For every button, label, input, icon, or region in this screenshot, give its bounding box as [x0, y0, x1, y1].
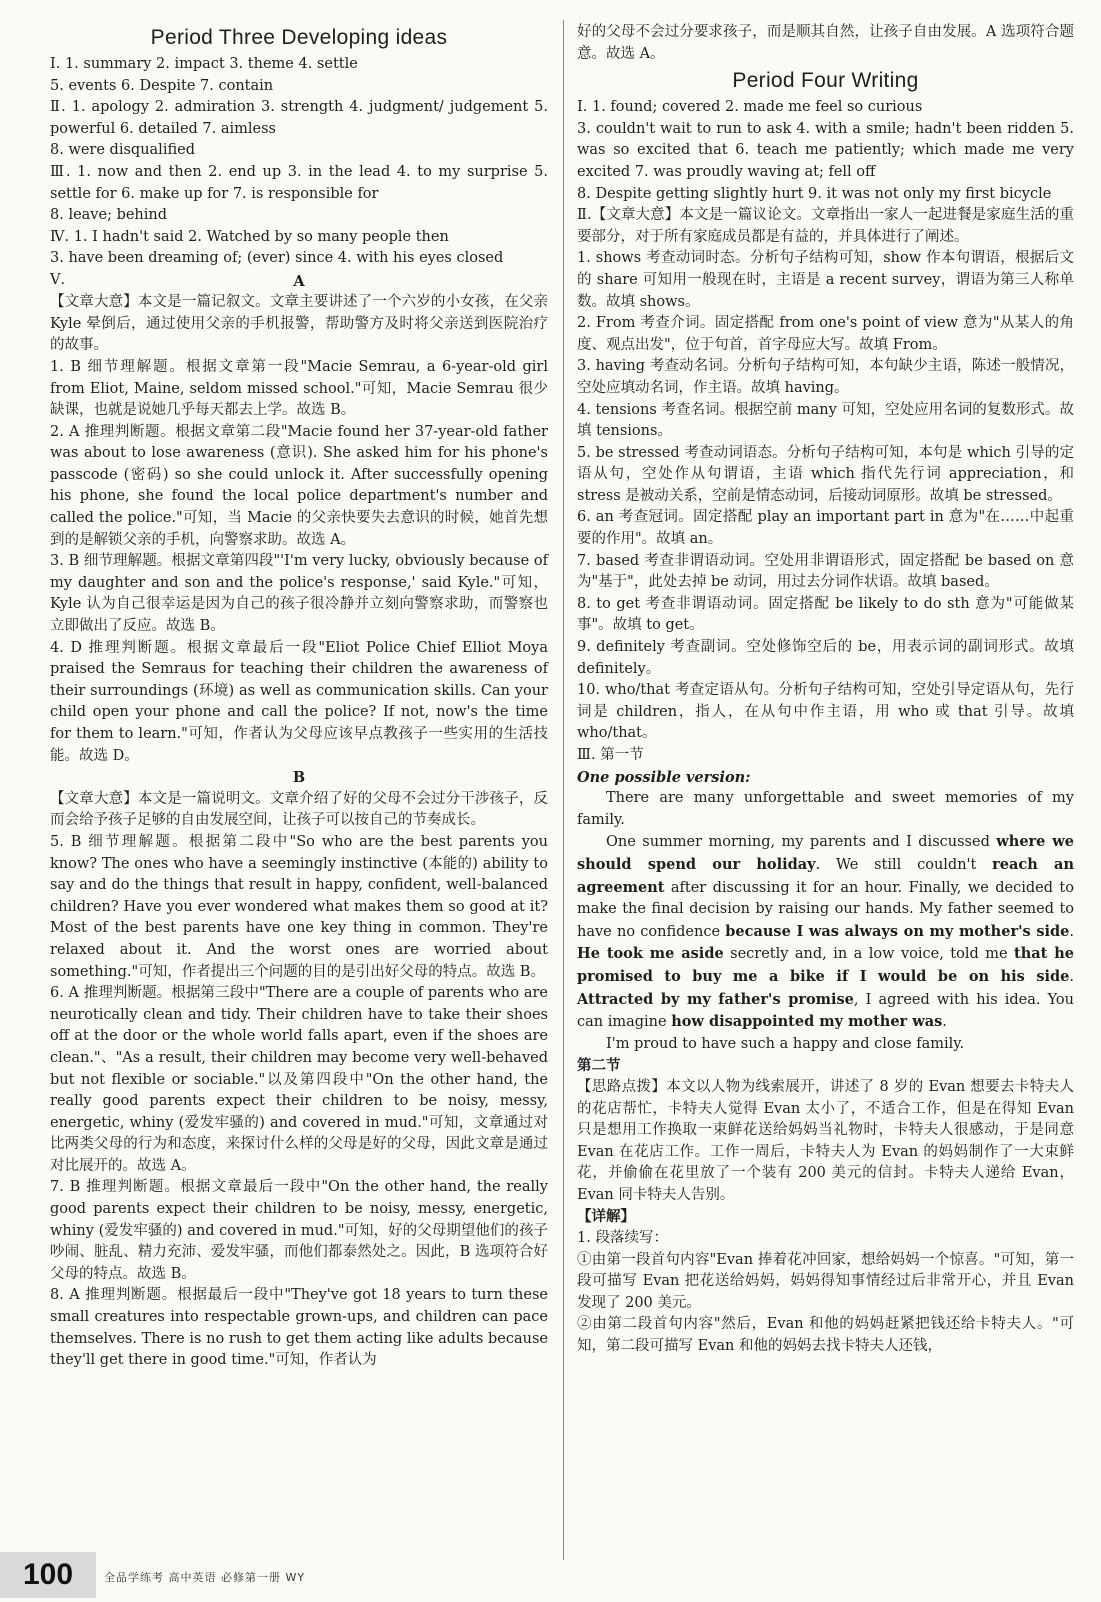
- sample-essay: [577, 788, 1074, 1055]
- page-number: 100: [0, 1552, 96, 1598]
- page-footer: [0, 1538, 1101, 1602]
- answer-line: Ⅱ. 1. apology 2. admiration 3. strength 4. judgment/ judgement 5. powerful 6. detailed 7. aimless: [50, 99, 548, 137]
- explanation-item: 2. A 推理判断题。根据文章第二段"Macie found her 37-year-old father was about to lose awareness (意识). She asked him for his phone's passcode (密码) so she could unlock it. After successfully opening his phone, she found the local police department's number and called the police."可知，当 Macie 的父亲快要失去意识的时候，她首先想到的是解锁父亲的手机，向警察求助。故选 A。: [50, 423, 548, 548]
- explanation-item: 9. definitely 考查副词。空处修饰空后的 be，用表示词的副词形式。故填 definitely。: [577, 639, 1074, 677]
- answer-line: Ⅲ. 1. now and then 2. end up 3. in the lead 4. to my surprise 5. settle for 6. make up for 7. is responsible for: [50, 163, 548, 202]
- section-b-label: B: [292, 769, 306, 787]
- detail-item: 1. 段落续写：: [577, 1230, 668, 1247]
- second-section-label: 第二节: [577, 1057, 621, 1075]
- detail-label: 【详解】: [577, 1208, 635, 1226]
- answer-line: 3. have been dreaming of; (ever) since 4. with his eyes closed: [50, 250, 504, 267]
- explanation-item: 1. B 细节理解题。根据文章第一段"Macie Semrau, a 6-year-old girl from Eliot, Maine, seldom missed school."可知，Macie Semrau 很少缺课，也就是说她几乎每天都去上学。故选 B。: [50, 358, 548, 419]
- explanation-item: 4. D 推理判断题。根据文章最后一段"Eliot Police Chief Elliot Moya praised the Semraus for teaching their children the awareness of their surroundings (环境) as well as communication skills. Can your child open your phone and call the police? If not, now's the time for them to learn."可知，作者认为父母应该早点教孩子一些实用的生活技能。故选 D。: [50, 639, 548, 764]
- passage-ii-summary: Ⅱ.【文章大意】本文是一篇议论文。文章指出一家人一起进餐是家庭生活的重要部分，对于所有家庭成员都是有益的，并具体进行了阐述。: [577, 207, 1074, 245]
- explanation-item: 5. B 细节理解题。根据第二段中"So who are the best parents you know? The ones who have a seemingly instinctive (本能的) ability to say and do the things that result in happy, confident, well-balanced children? Have you ever wondered what makes them so good at it? Most of the best parents have one key thing in common. They're relaxed about it. And the worst ones are worried about something."可知，作者提出三个问题的目的是引出好父母的特点。故选 B。: [50, 833, 548, 980]
- answer-line: Ⅴ.: [50, 271, 66, 288]
- detail-item: ①由第一段首句内容"Evan 捧着花冲回家，想给妈妈一个惊喜。"可知，第一段可描写 Evan 把花送给妈妈，妈妈得知事情经过后非常开心，并且 Evan 发现了 200 美元。: [577, 1251, 1074, 1311]
- essay-paragraph: I'm proud to have such a happy and close family.: [606, 1035, 965, 1052]
- explanation-item: 1. shows 考查动词时态。分析句子结构可知，show 作本句谓语，根据后文的 share 可知用一般现在时，主语是 a recent survey，谓语为第三人称单数。故填 shows。: [577, 250, 1074, 310]
- answer-line: 5. events 6. Despite 7. contain: [50, 77, 274, 94]
- section-iii-label: Ⅲ. 第一节: [577, 747, 644, 763]
- period-three-heading: Period Three Developing ideas: [150, 26, 448, 49]
- passage-a-summary: 【文章大意】本文是一篇记叙文。文章主要讲述了一个六岁的小女孩，在父亲 Kyle 晕倒后，通过使用父亲的手机报警，帮助警方及时将父亲送到医院治疗的故事。: [50, 294, 548, 354]
- explanation-item: 6. A 推理判断题。根据第三段中"There are a couple of parents who are neurotically clean and tidy. Their children have to take their shoes off at the door or the whole world falls apart, even if the shoes are clean."、"As a result, their children may become very well-behaved but not flexible or sociable."以及第四段中"On the other hand, the really good parents expect their children to be noisy, messy, energetic, whiny (爱发牢骚的) and covered in mud."可知，文章通过对比两类父母的行为和态度，来探讨什么样的父母是好的父母，因此文章是通过对比展开的。故选 A。: [50, 985, 548, 1174]
- essay-paragraph: One summer morning, my parents and I discussed where we should spend our holiday. We still couldn't reach an agreement after discussing it for an hour. Finally, we decided to make the final decision by raising our hands. My father seemed to have no confidence because I was always on my mother's side. He took me aside secretly and, in a low voice, told me that he promised to buy me a bike if I would be on his side. Attracted by my father's promise, I agreed with his idea. You can imagine how disappointed my mother was.: [577, 833, 1075, 1031]
- detail-item: ②由第二段首句内容"然后，Evan 和他的妈妈赶紧把钱还给卡特夫人。"可知，第二段可描写 Evan 和他的妈妈去找卡特夫人还钱，: [577, 1316, 1074, 1355]
- explanation-item: 3. having 考查动名词。分析句子结构可知，本句缺少主语，陈述一般情况，空处应填动名词，作主语。故填 having。: [577, 358, 1074, 396]
- explanation-item: 5. be stressed 考查动词语态。分析句子结构可知，本句是 which 引导的定语从句，空处作从句谓语，主语 which 指代先行词 appreciation，和 stress 是被动关系，空前是情态动词，后接动词原形。故填 be stressed。: [577, 444, 1074, 504]
- answer-line: Ⅰ. 1. found; covered 2. made me feel so curious: [577, 99, 923, 116]
- explanation-item: 7. based 考查非谓语动词。空处用非谓语形式，固定搭配 be based on 意为"基于"，此处去掉 be 动词，用过去分词作状语。故填 based。: [577, 552, 1074, 591]
- left-column: [50, 22, 548, 1372]
- answer-line: 3. couldn't wait to run to ask 4. with a smile; hadn't been ridden 5. was so excited that 6. teach me patiently; which made me very excited 7. was proudly waving at; fell off: [577, 120, 1074, 180]
- right-column: [577, 22, 1074, 1358]
- answer-line: 8. were disqualified: [50, 142, 195, 159]
- column-divider: [563, 20, 564, 1560]
- passage-b-summary: 【文章大意】本文是一篇说明文。文章介绍了好的父母不会过分干涉孩子，反而会给予孩子足够的自由发展空间，让孩子可以按自己的节奏成长。: [50, 790, 548, 829]
- explanation-item: 3. B 细节理解题。根据文章第四段"'I'm very lucky, obviously because of my daughter and son and the police's response,' said Kyle."可知，Kyle 认为自己很幸运是因为自己的孩子很冷静并立刻向警察求助，而警察也立即做出了反应。故选 B。: [50, 553, 548, 635]
- explanation-item: 8. to get 考查非谓语动词。固定搭配 be likely to do sth 意为"可能做某事"。故填 to get。: [577, 595, 1074, 634]
- answer-line: Ⅳ. 1. I hadn't said 2. Watched by so many people then: [50, 228, 449, 245]
- section-a-label: A: [293, 272, 305, 290]
- possible-version-label: One possible version:: [577, 768, 751, 786]
- explanation-item: 2. From 考查介词。固定搭配 from one's point of view 意为"从某人的角度、观点出发"，位于句首，首字母应大写。故填 From。: [577, 315, 1074, 353]
- footer-book-title: 全品学练考 高中英语 必修第一册 WY: [104, 1571, 306, 1584]
- explanation-item: 6. an 考查冠词。固定搭配 play an important part in 意为"在……中起重要的作用"。故填 an。: [577, 509, 1074, 548]
- answer-line: 8. leave; behind: [50, 207, 168, 224]
- answer-line: Ⅰ. 1. summary 2. impact 3. theme 4. settle: [50, 56, 358, 72]
- continued-text: 好的父母不会过分要求孩子，而是顺其自然，让孩子自由发展。A 选项符合题意。故选 A。: [577, 24, 1074, 62]
- explanation-item: 4. tensions 考查名词。根据空前 many 可知，空处应用名词的复数形式。故填 tensions。: [577, 401, 1074, 440]
- period-four-heading: Period Four Writing: [732, 69, 919, 93]
- idea-summary: 【思路点拨】本文以人物为线索展开，讲述了 8 岁的 Evan 想要去卡特夫人的花店帮忙，卡特夫人觉得 Evan 太小了，不适合工作，但是在得知 Evan 只是想用工作换取一束鲜花送给妈妈当礼物时，卡特夫人很感动，于是同意 Evan 在花店工作。工作一周后，卡特夫人为 Evan 的妈妈制作了一大束鲜花，并偷偷在花里放了一个装有 200 美元的信封。卡特夫人递给 Evan，Evan 同卡特夫人告别。: [577, 1078, 1074, 1203]
- explanation-item: 8. A 推理判断题。根据最后一段中"They've got 18 years to turn these small creatures into respectable grown-ups, and children can pace themselves. There is no rush to get them acting like adults because they'll get there in good time."可知，作者认为: [50, 1287, 548, 1369]
- explanation-item: 10. who/that 考查定语从句。分析句子结构可知，空处引导定语从句，先行词是 children，指人，在从句中作主语，用 who 或 that 引导。故填 who/that。: [577, 682, 1074, 742]
- essay-paragraph: There are many unforgettable and sweet memories of my family.: [577, 790, 1074, 828]
- explanation-item: 7. B 推理判断题。根据文章最后一段中"On the other hand, the really good parents expect their children to be noisy, messy, energetic, whiny (爱发牢骚的) and covered in mud."可知，好的父母期望他们的孩子吵闹、脏乱、精力充沛、爱发牢骚，而他们都泰然处之。因此，B 选项符合好父母的特点。故选 B。: [50, 1179, 548, 1282]
- answer-line: 8. Despite getting slightly hurt 9. it was not only my first bicycle: [577, 185, 1052, 202]
